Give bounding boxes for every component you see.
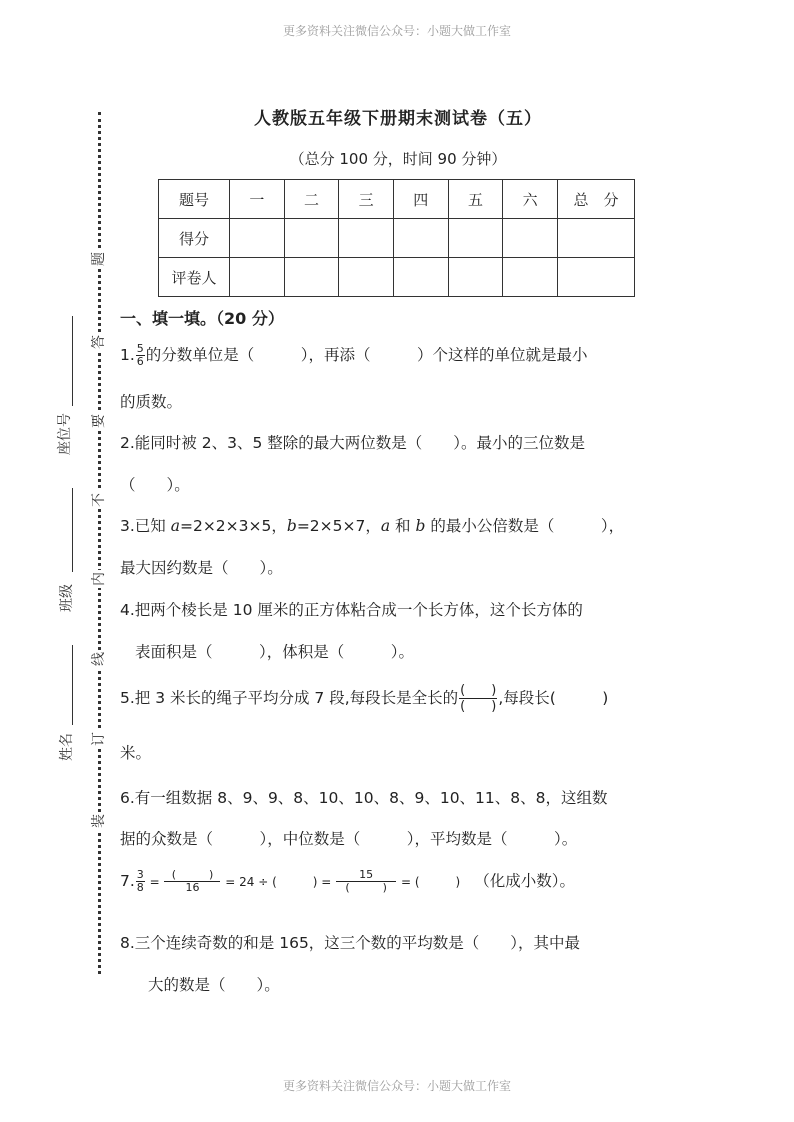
- question-1-line-1: [120, 343, 588, 368]
- q7-prefix: 7.: [120, 872, 135, 890]
- q3-var-b: b: [415, 517, 426, 535]
- section-heading: 一、填一填。（20 分）: [120, 309, 284, 328]
- binding-char-zhuang: 装: [91, 814, 107, 828]
- q7-f2-den: 16: [185, 881, 200, 894]
- binding-dotted-line: [98, 112, 101, 974]
- question-5-line-2: 米。: [120, 744, 152, 762]
- score-cell[interactable]: [230, 219, 285, 258]
- q7-f3-den: ( ): [345, 881, 387, 894]
- score-cell[interactable]: [448, 219, 503, 258]
- q7-eq: = ( ): [397, 875, 461, 889]
- q1-frac-den: 6: [136, 355, 144, 368]
- grader-cell[interactable]: [558, 258, 635, 297]
- question-2-line-1: 2.能同时被 2、3、5 整除的最大两位数是（ ）。最小的三位数是: [120, 434, 585, 452]
- q7-eq: = 24 ÷ ( ) =: [221, 875, 336, 889]
- header-cell: 二: [284, 180, 339, 219]
- q1-frac-num: 5: [136, 342, 144, 355]
- question-6-line-2: 据的众数是（ ），中位数是（ ），平均数是（ ）。: [120, 830, 578, 848]
- grader-cell[interactable]: [230, 258, 285, 297]
- binding-char-xian: 线: [91, 652, 107, 666]
- question-3-line-2: 最大因约数是（ ）。: [120, 559, 283, 577]
- q3-part: 3.已知: [120, 517, 171, 535]
- q7-fraction-2: [164, 869, 220, 894]
- q5-frac-num: ( ): [460, 683, 497, 698]
- score-cell[interactable]: [339, 219, 394, 258]
- header-cell: 题号: [159, 180, 230, 219]
- class-label: 班级: [59, 584, 75, 612]
- q7-suffix: （化成小数）。: [474, 872, 575, 890]
- q3-var-a: a: [380, 517, 391, 535]
- header-cell: 四: [393, 180, 448, 219]
- seat-number-line: [72, 316, 73, 406]
- question-4-line-2: 表面积是（ ），体积是（ ）。: [135, 643, 415, 661]
- question-1-line-2: 的质数。: [120, 393, 183, 411]
- score-row: [159, 219, 635, 258]
- grader-cell[interactable]: [448, 258, 503, 297]
- q7-eq: =: [145, 875, 164, 889]
- grader-cell[interactable]: [339, 258, 394, 297]
- q1-text: 的分数单位是（ ），再添（ ）个这样的单位就是最小: [145, 346, 588, 364]
- grader-cell[interactable]: [284, 258, 339, 297]
- q3-var-a: a: [170, 517, 180, 535]
- watermark-top: 更多资料关注微信公众号：小题大做工作室: [282, 24, 511, 38]
- q7-fraction-3: [336, 869, 396, 894]
- q3-part: 的最小公倍数是（ ），: [425, 517, 625, 535]
- exam-title: 人教版五年级下册期末测试卷（五）: [254, 109, 542, 129]
- question-3-line-1: [120, 514, 624, 536]
- q3-part: =2×2×3×5，: [179, 517, 287, 535]
- header-cell: 三: [339, 180, 394, 219]
- q7-f2-num: ( ): [164, 869, 220, 882]
- q7-f1-num: 3: [136, 868, 144, 881]
- score-cell[interactable]: [503, 219, 558, 258]
- q7-f3-num: 15: [336, 869, 396, 882]
- name-label: 姓名: [59, 733, 75, 761]
- q7-fraction-1: [136, 869, 145, 894]
- question-8-line-1: 8.三个连续奇数的和是 165，这三个数的平均数是（ ），其中最: [120, 934, 581, 952]
- seat-number-label: 座位号: [57, 413, 73, 455]
- header-cell: 五: [448, 180, 503, 219]
- binding-char-bu: 不: [91, 493, 107, 507]
- score-table-header-row: [159, 180, 635, 219]
- row-label: 得分: [159, 219, 230, 258]
- binding-char-nei: 内: [91, 572, 107, 586]
- question-2-line-2: （ ）。: [120, 476, 190, 494]
- exam-subtitle: （总分 100 分，时间 90 分钟）: [289, 150, 507, 168]
- question-8-line-2: 大的数是（ ）。: [148, 976, 280, 994]
- q3-part: 和: [390, 517, 416, 535]
- q5-part: 5.把 3 米长的绳子平均分成 7 段,每段长是全长的: [120, 689, 459, 707]
- name-line: [72, 645, 73, 725]
- watermark-bottom: 更多资料关注微信公众号：小题大做工作室: [282, 1079, 511, 1093]
- q7-f1-den: 8: [136, 881, 144, 894]
- grader-cell[interactable]: [503, 258, 558, 297]
- class-line: [72, 488, 73, 572]
- question-4-line-1: 4.把两个棱长是 10 厘米的正方体粘合成一个长方体，这个长方体的: [120, 601, 583, 619]
- header-cell: 六: [503, 180, 558, 219]
- header-cell: 一: [230, 180, 285, 219]
- q5-fraction: [459, 683, 497, 714]
- binding-char-da: 答: [91, 335, 107, 349]
- q1-prefix: 1.: [120, 346, 135, 364]
- score-table: [158, 179, 635, 297]
- q3-part: =2×5×7，: [296, 517, 381, 535]
- grader-row: [159, 258, 635, 297]
- q5-frac-den: ( ): [460, 699, 497, 714]
- q1-fraction: [136, 343, 145, 368]
- binding-char-yao: 要: [91, 414, 107, 428]
- score-cell[interactable]: [393, 219, 448, 258]
- score-cell[interactable]: [558, 219, 635, 258]
- question-5-line-1: [120, 683, 608, 714]
- header-cell: 总 分: [558, 180, 635, 219]
- question-7-line: [120, 869, 575, 894]
- score-cell[interactable]: [284, 219, 339, 258]
- binding-char-ding: 订: [91, 732, 107, 746]
- grader-cell[interactable]: [393, 258, 448, 297]
- q3-var-b: b: [286, 517, 297, 535]
- q5-part: ,每段长( ): [498, 689, 609, 707]
- row-label: 评卷人: [159, 258, 230, 297]
- binding-char-ti: 题: [91, 252, 107, 266]
- question-6-line-1: 6.有一组数据 8、9、9、8、10、10、8、9、10、11、8、8，这组数: [120, 789, 608, 807]
